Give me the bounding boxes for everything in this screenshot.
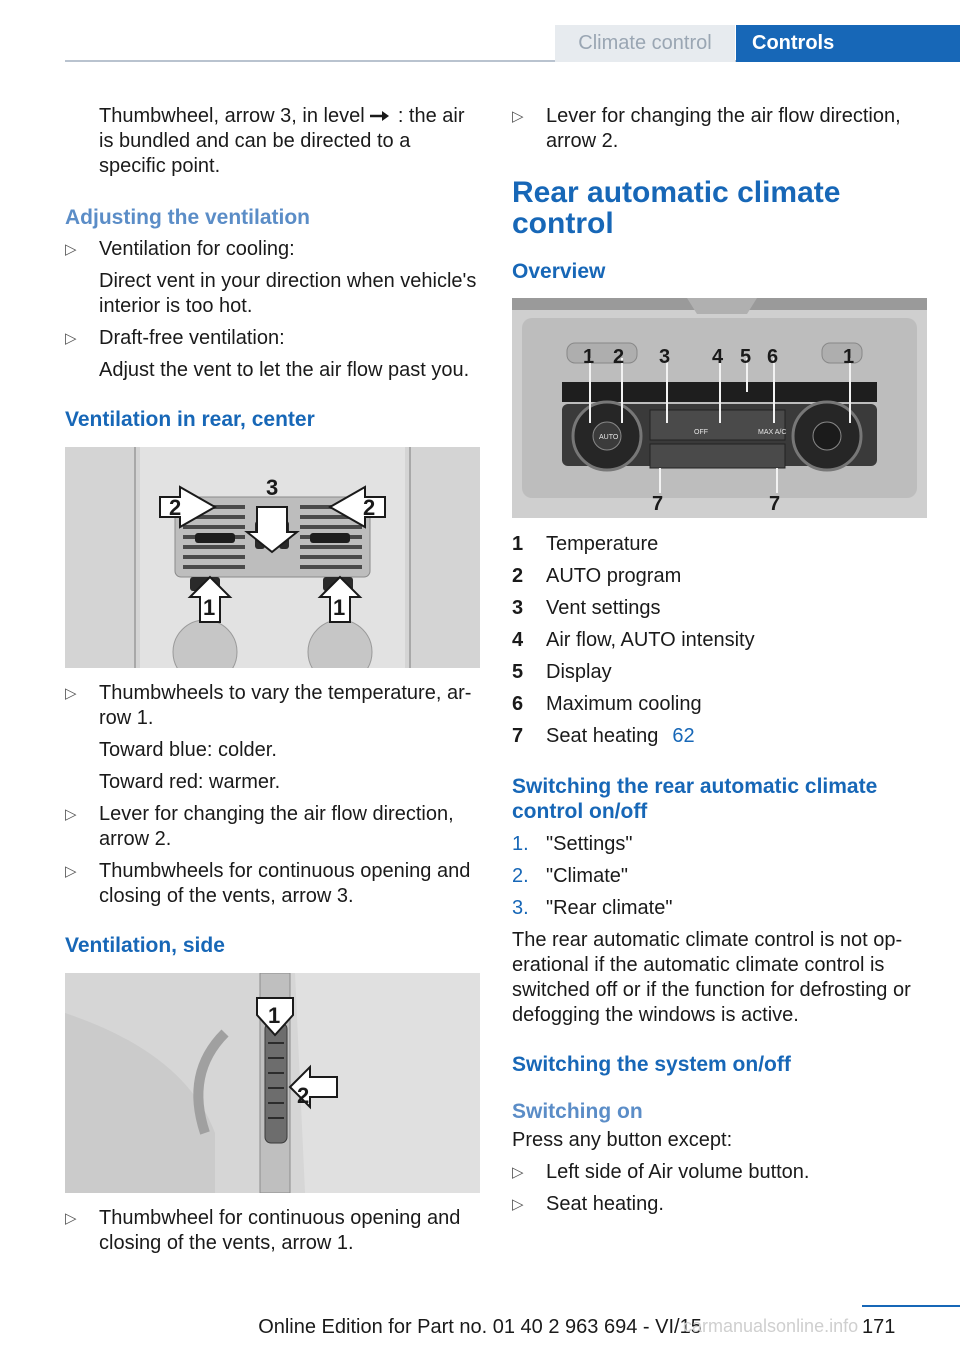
bullet-triangle-icon: ▷ [65,806,77,823]
header-chapter-title: Controls [736,25,960,62]
arrow-right-icon [370,104,392,129]
switching-rear-note: The rear automatic climate control is not op-erational if the automatic climate control is switched off or if the function for defrosting or defogging the windows is active. [512,929,911,1026]
intro-text-b: : the air is bundled and can be directed to a specific point. [99,105,465,177]
legend-row: 7 Seat heating 62 [512,720,930,752]
side-ventilation-heading: Ventilation, side [65,934,225,957]
figure-label-1: 1 [268,1003,281,1028]
legend-row: 5 Display [512,661,612,683]
legend-row: 6 Maximum cooling [512,693,702,715]
list-item: ▷ Lever for changing the air flow direction, arrow 2. [65,803,454,850]
bullet-triangle-icon: ▷ [65,330,77,347]
figure-label-1-left: 1 [203,595,216,620]
list-item: ▷ Thumbwheel for continuous opening and closing of the vents, arrow 1. [65,1207,461,1254]
bullet-triangle-icon: ▷ [65,863,77,880]
list-item: ▷ Thumbwheels to vary the temperature, ar-row 1. [65,682,472,729]
left-column [65,104,481,1256]
watermark: carmanualsonline.info [683,1316,859,1336]
bullet-triangle-icon: ▷ [65,241,77,258]
legend-row: 3 Vent settings [512,597,661,619]
figure-label-7-left: 7 [652,493,664,515]
footer-rule [862,1305,960,1307]
legend-row: 2 AUTO program [512,565,682,587]
figure-label-7-right: 7 [769,493,781,515]
header-section-title: Climate control [555,25,735,62]
list-item-detail: Direct vent in your direction when vehicle's interior is too hot. [99,270,477,317]
bullet-triangle-icon: ▷ [512,108,524,125]
legend-row: 1 Temperature [512,533,659,555]
switching-on-heading: Switching on [512,1100,643,1123]
figure-label-2-left: 2 [169,495,182,520]
figure-label-1: 1 [583,346,595,368]
list-item: ▷ Draft-free ventilation: [65,327,285,349]
list-item: ▷ Lever for changing the air flow direction, arrow 2. [512,105,901,152]
figure-label-3: 3 [659,346,671,368]
adjusting-ventilation-heading: Adjusting the ventilation [65,206,310,229]
rear-climate-title: Rear automatic climate control [512,176,841,240]
figure-label-2: 2 [613,346,625,368]
list-item: ▷ Seat heating. [512,1193,664,1215]
figure-label-4: 4 [712,346,724,368]
ordered-step: 3. "Rear climate" [512,897,673,919]
button-label-auto: AUTO [599,434,619,441]
list-item: ▷ Ventilation for cooling: [65,238,295,260]
legend-row: 4 Air flow, AUTO intensity [512,629,755,651]
ordered-step: 2. "Climate" [512,865,628,887]
figure-label-6: 6 [767,346,779,368]
figure-label-2-right: 2 [363,495,376,520]
right-column [512,104,930,1217]
list-item-detail: Adjust the vent to let the air flow past you. [99,359,470,381]
list-item-detail: Toward red: warmer. [99,771,281,793]
bullet-triangle-icon: ▷ [65,685,77,702]
button-label-max-ac: MAX A/C [758,429,787,436]
figure-legend [512,528,930,752]
button-label-off: OFF [694,429,708,436]
side-vent-figure [65,973,480,1193]
list-item: ▷ Thumbwheels for continuous opening and closing of the vents, arrow 3. [65,860,471,907]
ordered-step: 1. "Settings" [512,833,633,855]
bullet-triangle-icon: ▷ [512,1196,524,1213]
switching-on-intro: Press any button except: [512,1129,733,1151]
list-item: ▷ Left side of Air volume button. [512,1161,810,1183]
bullet-triangle-icon: ▷ [65,1210,77,1227]
page-reference-link[interactable]: 62 [672,725,695,747]
figure-label-3: 3 [266,475,279,500]
figure-label-2: 2 [297,1083,310,1108]
figure-label-1-right: 1 [843,346,855,368]
figure-label-5: 5 [740,346,752,368]
edition-note: Online Edition for Part no. 01 40 2 963 694 - VI/15 [258,1316,702,1338]
rear-center-vent-figure [65,447,480,668]
figure-label-1-right: 1 [333,595,346,620]
rear-climate-panel-figure [512,298,927,518]
rear-center-heading: Ventilation in rear, center [65,408,315,431]
intro-text-a: Thumbwheel, arrow 3, in level [99,105,365,127]
list-item-detail: Toward blue: colder. [99,739,277,761]
page-number: 171 [862,1316,896,1338]
bullet-triangle-icon: ▷ [512,1164,524,1181]
overview-heading: Overview [512,260,606,283]
intro-paragraph [65,104,481,179]
switching-rear-heading: Switching the rear automatic climate control on/off [512,775,878,823]
switching-system-heading: Switching the system on/off [512,1053,791,1076]
